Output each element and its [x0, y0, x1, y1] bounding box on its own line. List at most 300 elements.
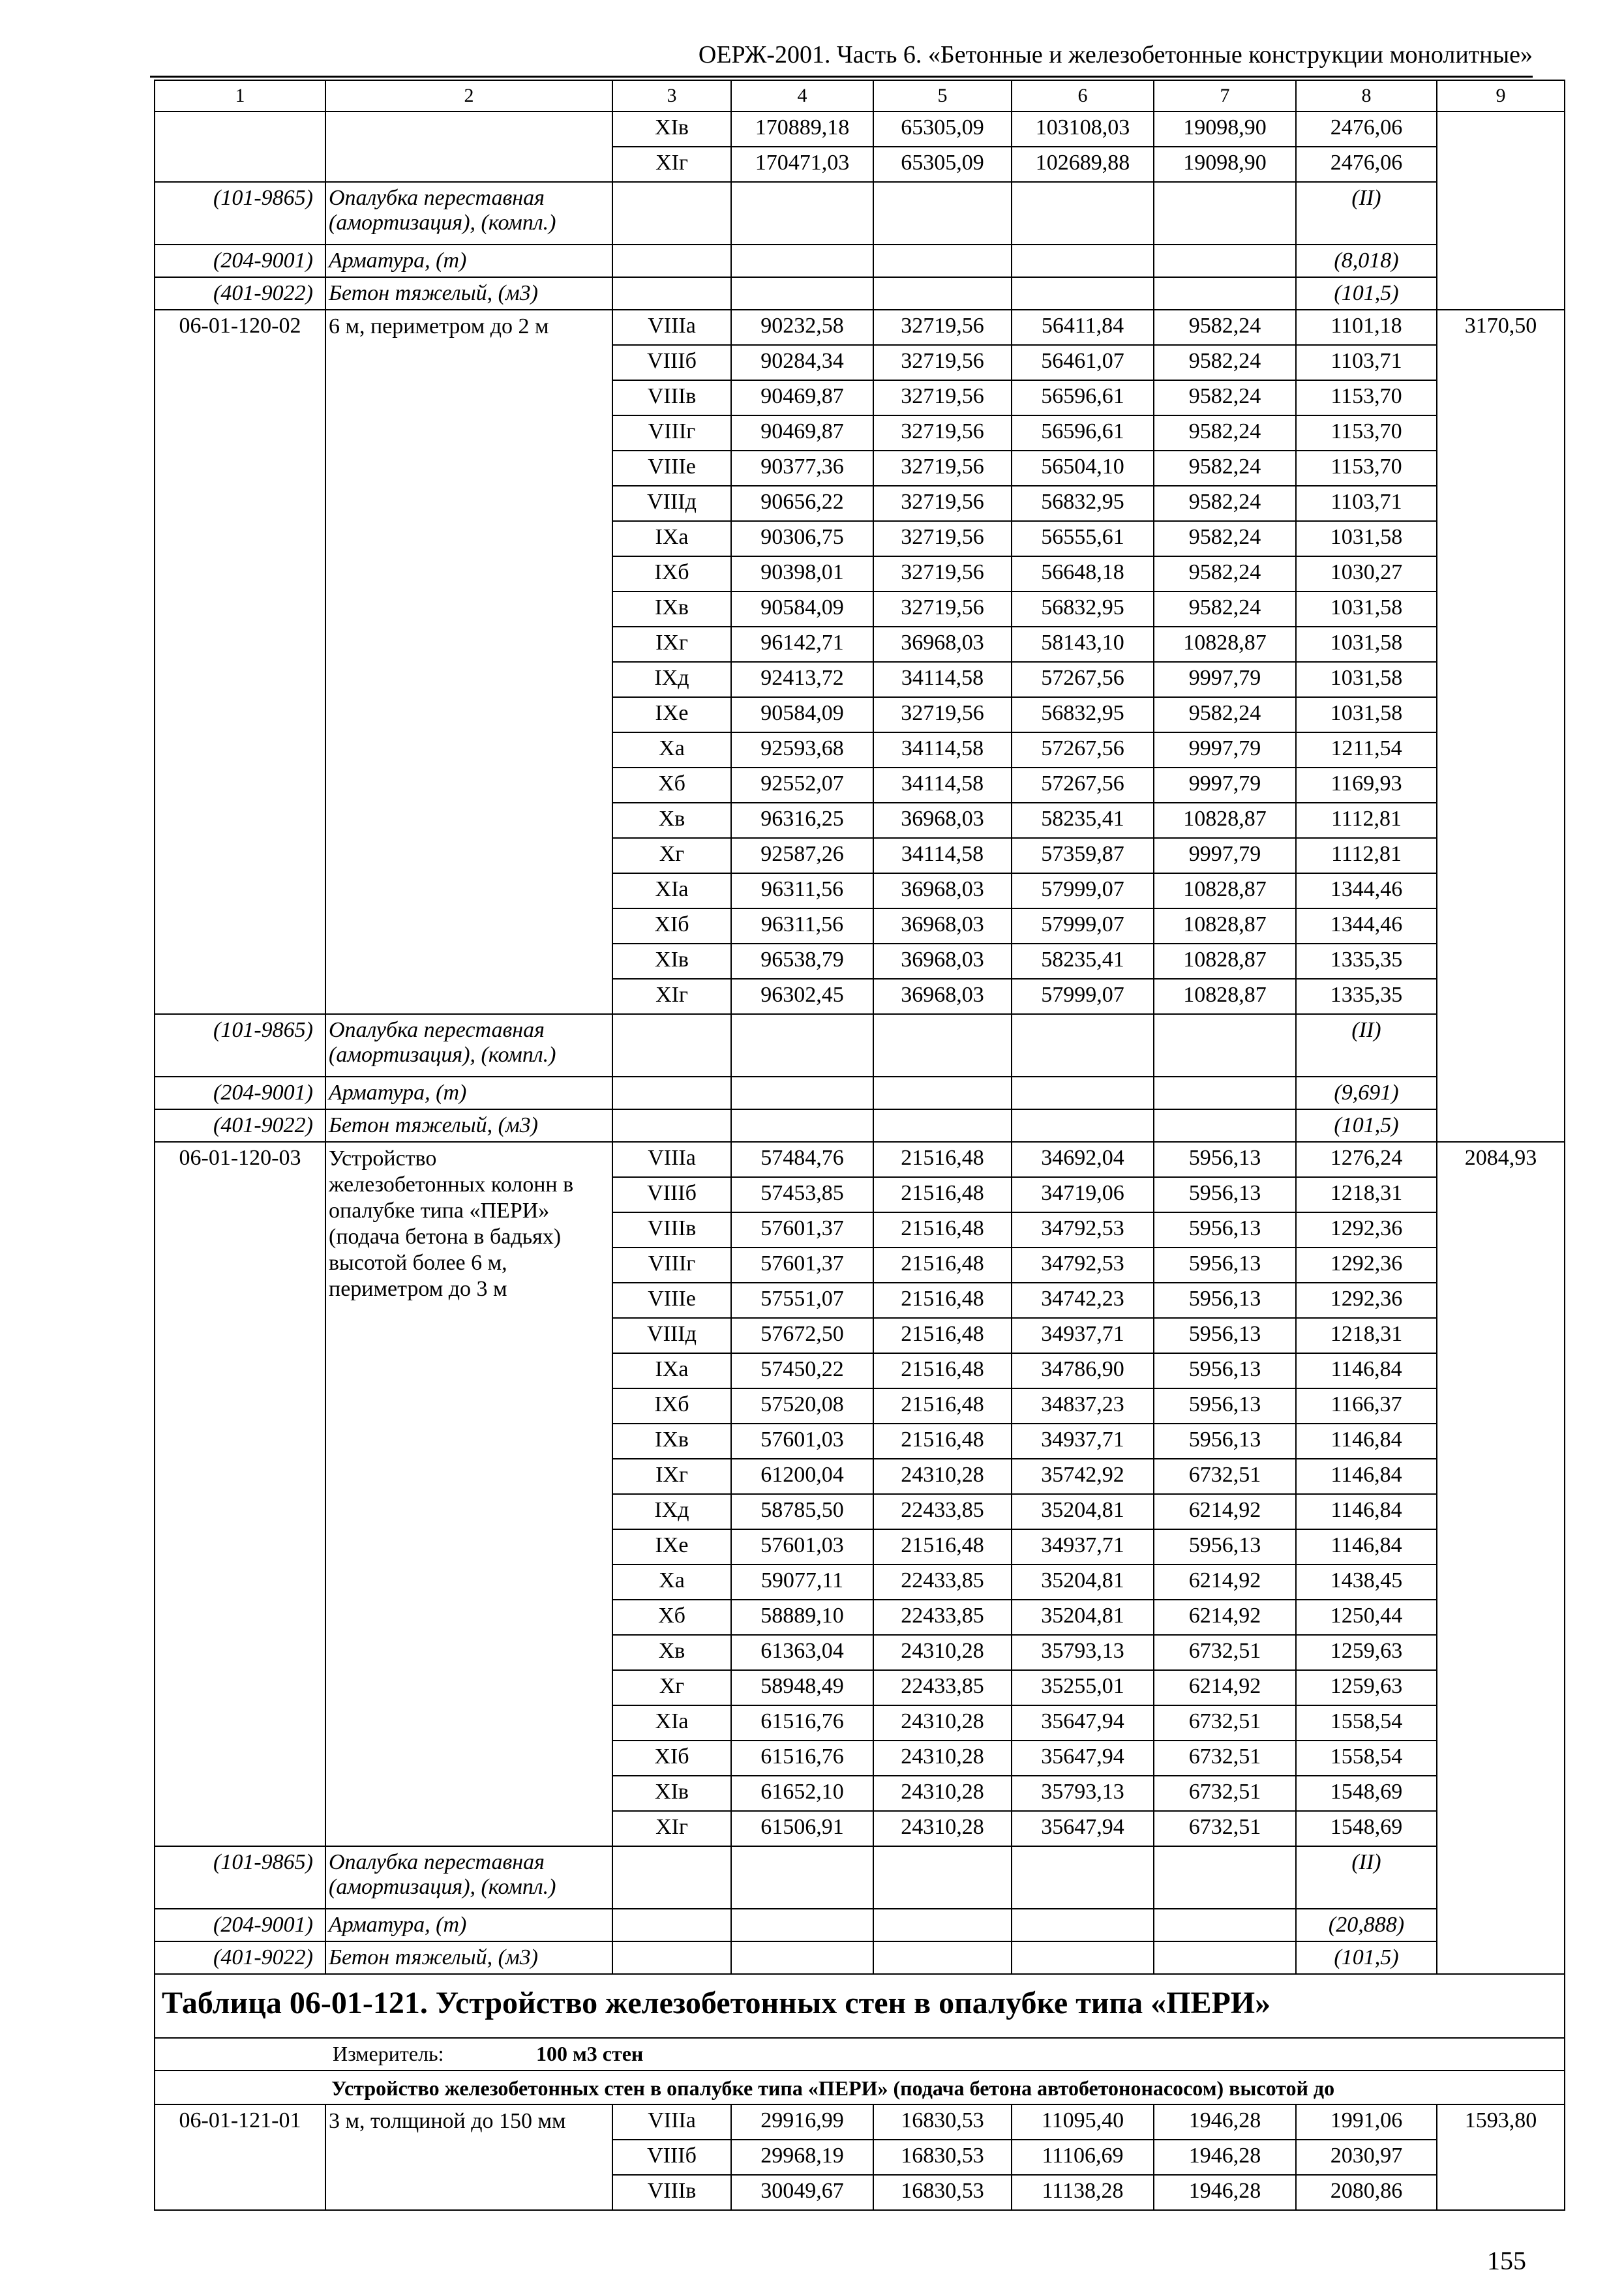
empty-cell	[873, 1077, 1012, 1109]
value-cell-c5: 21516,48	[873, 1318, 1012, 1353]
empty-cell	[1154, 1846, 1296, 1909]
value-cell-c7: 6732,51	[1154, 1741, 1296, 1776]
value-cell-c7: 9582,24	[1154, 697, 1296, 732]
column-number: 4	[731, 80, 873, 112]
value-cell-c8: 1031,58	[1296, 591, 1437, 627]
value-cell-c6: 11138,28	[1012, 2175, 1154, 2210]
value-cell-c8: 1101,18	[1296, 310, 1437, 345]
value-cell-c7: 5956,13	[1154, 1318, 1296, 1353]
zone-cell: XIб	[612, 908, 731, 944]
zone-cell: VIIIе	[612, 1283, 731, 1318]
value-cell-c6: 35742,92	[1012, 1459, 1154, 1494]
material-value: (II)	[1296, 1846, 1437, 1909]
value-cell-c4: 58948,49	[731, 1670, 873, 1705]
value-cell-c8: 1031,58	[1296, 521, 1437, 556]
value-cell-c4: 92587,26	[731, 838, 873, 873]
value-cell-c7: 9582,24	[1154, 556, 1296, 591]
value-cell-c4: 57453,85	[731, 1177, 873, 1212]
value-cell-c5: 21516,48	[873, 1388, 1012, 1424]
empty-cell	[731, 245, 873, 277]
value-cell-c5: 24310,28	[873, 1635, 1012, 1670]
empty-cell	[612, 277, 731, 310]
material-name: Опалубка переставная (амортизация), (компл.)	[325, 1014, 612, 1077]
value-cell-c5: 32719,56	[873, 380, 1012, 415]
table-row	[155, 310, 1565, 345]
item-code: 06-01-120-03	[155, 1142, 325, 1846]
empty-cell	[731, 182, 873, 245]
column-number: 2	[325, 80, 612, 112]
value-cell-c5: 21516,48	[873, 1283, 1012, 1318]
value-cell-c5: 22433,85	[873, 1494, 1012, 1529]
value-cell-c6: 35204,81	[1012, 1564, 1154, 1600]
zone-cell: XIв	[612, 944, 731, 979]
empty-cell	[731, 277, 873, 310]
zone-cell: XIг	[612, 147, 731, 182]
description-line: высотой более 6 м,	[329, 1251, 507, 1275]
value-cell-c4: 90656,22	[731, 486, 873, 521]
empty-cell	[1154, 1077, 1296, 1109]
material-value: (II)	[1296, 182, 1437, 245]
value-cell-c7: 9997,79	[1154, 732, 1296, 768]
value-cell-c6: 58143,10	[1012, 627, 1154, 662]
material-row	[155, 182, 1565, 245]
description-line: Устройство	[329, 1146, 437, 1171]
zone-cell: XIа	[612, 1705, 731, 1741]
zone-cell: IXг	[612, 627, 731, 662]
zone-cell: IXе	[612, 1529, 731, 1564]
empty-cell	[873, 1941, 1012, 1974]
empty-cell	[731, 1109, 873, 1142]
value-cell-c5: 34114,58	[873, 732, 1012, 768]
value-cell-c5: 21516,48	[873, 1177, 1012, 1212]
material-value: (101,5)	[1296, 277, 1437, 310]
value-cell-c5: 21516,48	[873, 1353, 1012, 1388]
material-name: Арматура, (т)	[325, 245, 612, 277]
zone-cell: XIг	[612, 979, 731, 1014]
value-cell-c4: 57551,07	[731, 1283, 873, 1318]
value-cell-c7: 9582,24	[1154, 415, 1296, 451]
material-row	[155, 245, 1565, 277]
item-description: 6 м, периметром до 2 м	[325, 310, 612, 1014]
value-cell-c8: 1335,35	[1296, 979, 1437, 1014]
zone-cell: IXа	[612, 1353, 731, 1388]
value-cell-c7: 5956,13	[1154, 1212, 1296, 1248]
value-cell-c8: 1146,84	[1296, 1494, 1437, 1529]
value-cell-c4: 96311,56	[731, 873, 873, 908]
zone-cell: VIIIд	[612, 1318, 731, 1353]
value-cell-c7: 9997,79	[1154, 838, 1296, 873]
empty-cell	[612, 1014, 731, 1077]
zone-cell: VIIIв	[612, 380, 731, 415]
column-number: 6	[1012, 80, 1154, 112]
empty-cell	[1154, 182, 1296, 245]
zone-cell: VIIIа	[612, 1142, 731, 1177]
value-cell-c8: 1112,81	[1296, 803, 1437, 838]
value-cell-c7: 5956,13	[1154, 1529, 1296, 1564]
material-code: (101-9865)	[155, 1846, 325, 1909]
value-cell-c6: 34692,04	[1012, 1142, 1154, 1177]
value-cell-c5: 16830,53	[873, 2140, 1012, 2175]
value-cell-c5: 24310,28	[873, 1459, 1012, 1494]
value-cell-c7: 9997,79	[1154, 768, 1296, 803]
value-cell-c7: 5956,13	[1154, 1142, 1296, 1177]
value-cell-c6: 35793,13	[1012, 1776, 1154, 1811]
value-cell-c5: 32719,56	[873, 556, 1012, 591]
empty-cell	[1154, 1909, 1296, 1941]
value-cell-c7: 9582,24	[1154, 451, 1296, 486]
value-cell-c7: 9582,24	[1154, 380, 1296, 415]
measure-row	[155, 2038, 1565, 2071]
value-cell-c5: 22433,85	[873, 1670, 1012, 1705]
value-cell-c5: 21516,48	[873, 1248, 1012, 1283]
value-cell-c4: 92593,68	[731, 732, 873, 768]
empty-cell	[873, 1846, 1012, 1909]
value-cell-c7: 5956,13	[1154, 1177, 1296, 1212]
value-cell-c4: 57601,37	[731, 1212, 873, 1248]
description-line: периметром до 3 м	[329, 1277, 507, 1301]
table-row	[155, 1142, 1565, 1177]
value-cell-c5: 21516,48	[873, 1142, 1012, 1177]
value-cell-c4: 92413,72	[731, 662, 873, 697]
value-cell-c7: 6214,92	[1154, 1600, 1296, 1635]
zone-cell: Xа	[612, 732, 731, 768]
value-cell-c6: 56504,10	[1012, 451, 1154, 486]
value-cell-c8: 1548,69	[1296, 1776, 1437, 1811]
item-code	[155, 112, 325, 182]
description-line: железобетонных колонн в	[329, 1173, 574, 1197]
measure-value: 100 м3 стен	[536, 2042, 644, 2065]
value-cell-c8: 1103,71	[1296, 486, 1437, 521]
value-cell-c4: 57601,03	[731, 1424, 873, 1459]
material-name: Опалубка переставная (амортизация), (компл.)	[325, 182, 612, 245]
value-cell-c4: 92552,07	[731, 768, 873, 803]
value-cell-c6: 56555,61	[1012, 521, 1154, 556]
value-cell-c8: 1146,84	[1296, 1424, 1437, 1459]
empty-cell	[731, 1014, 873, 1077]
value-cell-c8: 1146,84	[1296, 1459, 1437, 1494]
value-cell-c7: 9582,24	[1154, 591, 1296, 627]
value-cell-c7: 19098,90	[1154, 147, 1296, 182]
value-cell-c6: 56832,95	[1012, 591, 1154, 627]
material-row	[155, 1941, 1565, 1974]
value-cell-c8: 1146,84	[1296, 1353, 1437, 1388]
value-cell-c8: 2030,97	[1296, 2140, 1437, 2175]
value-cell-c5: 32719,56	[873, 486, 1012, 521]
value-cell-c7: 5956,13	[1154, 1353, 1296, 1388]
value-cell-c5: 21516,48	[873, 1424, 1012, 1459]
value-cell-c5: 32719,56	[873, 415, 1012, 451]
value-cell-c5: 32719,56	[873, 345, 1012, 380]
value-cell-c6: 56832,95	[1012, 697, 1154, 732]
item-total: 3170,50	[1437, 310, 1565, 1142]
value-cell-c8: 1438,45	[1296, 1564, 1437, 1600]
material-value: (II)	[1296, 1014, 1437, 1077]
zone-cell: Xв	[612, 803, 731, 838]
value-cell-c7: 6732,51	[1154, 1811, 1296, 1846]
value-cell-c7: 10828,87	[1154, 944, 1296, 979]
value-cell-c7: 10828,87	[1154, 803, 1296, 838]
zone-cell: IXв	[612, 1424, 731, 1459]
empty-cell	[1012, 1109, 1154, 1142]
material-row	[155, 1109, 1565, 1142]
value-cell-c7: 6732,51	[1154, 1635, 1296, 1670]
value-cell-c8: 1031,58	[1296, 627, 1437, 662]
value-cell-c4: 170471,03	[731, 147, 873, 182]
zone-cell: Xб	[612, 768, 731, 803]
material-value: (101,5)	[1296, 1941, 1437, 1974]
value-cell-c6: 34837,23	[1012, 1388, 1154, 1424]
empty-cell	[873, 182, 1012, 245]
value-cell-c6: 56596,61	[1012, 380, 1154, 415]
value-cell-c8: 1031,58	[1296, 697, 1437, 732]
empty-cell	[1012, 1014, 1154, 1077]
value-cell-c6: 57267,56	[1012, 732, 1154, 768]
empty-cell	[1012, 1077, 1154, 1109]
material-name: Арматура, (т)	[325, 1077, 612, 1109]
value-cell-c4: 90469,87	[731, 415, 873, 451]
value-cell-c7: 6214,92	[1154, 1494, 1296, 1529]
empty-cell	[1154, 277, 1296, 310]
empty-cell	[612, 1077, 731, 1109]
table-row	[155, 112, 1565, 147]
page-number: 155	[1487, 2246, 1526, 2275]
value-cell-c8: 1259,63	[1296, 1635, 1437, 1670]
value-cell-c8: 1292,36	[1296, 1212, 1437, 1248]
value-cell-c8: 1031,58	[1296, 662, 1437, 697]
zone-cell: XIа	[612, 873, 731, 908]
value-cell-c5: 22433,85	[873, 1564, 1012, 1600]
value-cell-c6: 34937,71	[1012, 1529, 1154, 1564]
value-cell-c8: 1991,06	[1296, 2104, 1437, 2140]
value-cell-c4: 90469,87	[731, 380, 873, 415]
zone-cell: Xб	[612, 1600, 731, 1635]
empty-cell	[612, 1941, 731, 1974]
material-code: (401-9022)	[155, 277, 325, 310]
value-cell-c6: 58235,41	[1012, 803, 1154, 838]
zone-cell: VIIIв	[612, 2175, 731, 2210]
value-cell-c5: 21516,48	[873, 1529, 1012, 1564]
value-cell-c6: 35793,13	[1012, 1635, 1154, 1670]
value-cell-c6: 57267,56	[1012, 768, 1154, 803]
table-title: Таблица 06-01-121. Устройство железобетонных стен в опалубке типа «ПЕРИ»	[155, 1974, 1565, 2038]
value-cell-c4: 96538,79	[731, 944, 873, 979]
empty-cell	[873, 1109, 1012, 1142]
item-code: 06-01-121-01	[155, 2104, 325, 2210]
empty-cell	[1012, 277, 1154, 310]
value-cell-c4: 90306,75	[731, 521, 873, 556]
measure-label: Измеритель:	[333, 2042, 444, 2065]
material-value: (20,888)	[1296, 1909, 1437, 1941]
empty-cell	[731, 1846, 873, 1909]
value-cell-c4: 57601,37	[731, 1248, 873, 1283]
value-cell-c7: 6214,92	[1154, 1670, 1296, 1705]
value-cell-c7: 10828,87	[1154, 627, 1296, 662]
value-cell-c4: 29968,19	[731, 2140, 873, 2175]
zone-cell: Xа	[612, 1564, 731, 1600]
value-cell-c5: 36968,03	[873, 944, 1012, 979]
value-cell-c5: 22433,85	[873, 1600, 1012, 1635]
value-cell-c5: 32719,56	[873, 697, 1012, 732]
material-row	[155, 1909, 1565, 1941]
value-cell-c4: 57450,22	[731, 1353, 873, 1388]
material-code: (401-9022)	[155, 1941, 325, 1974]
value-cell-c8: 1259,63	[1296, 1670, 1437, 1705]
value-cell-c8: 2476,06	[1296, 147, 1437, 182]
empty-cell	[873, 1909, 1012, 1941]
zone-cell: VIIIв	[612, 1212, 731, 1248]
empty-cell	[873, 277, 1012, 310]
value-cell-c7: 19098,90	[1154, 112, 1296, 147]
value-cell-c4: 61200,04	[731, 1459, 873, 1494]
value-cell-c5: 32719,56	[873, 591, 1012, 627]
value-cell-c5: 36968,03	[873, 908, 1012, 944]
value-cell-c4: 96311,56	[731, 908, 873, 944]
value-cell-c5: 65305,09	[873, 147, 1012, 182]
value-cell-c6: 58235,41	[1012, 944, 1154, 979]
value-cell-c7: 1946,28	[1154, 2175, 1296, 2210]
value-cell-c5: 65305,09	[873, 112, 1012, 147]
table-title-row	[155, 1974, 1565, 2038]
value-cell-c6: 56411,84	[1012, 310, 1154, 345]
value-cell-c8: 1211,54	[1296, 732, 1437, 768]
value-cell-c5: 32719,56	[873, 451, 1012, 486]
empty-cell	[873, 1014, 1012, 1077]
value-cell-c7: 9582,24	[1154, 486, 1296, 521]
value-cell-c6: 57999,07	[1012, 908, 1154, 944]
empty-cell	[1012, 1909, 1154, 1941]
material-code: (401-9022)	[155, 1109, 325, 1142]
zone-cell: IXб	[612, 1388, 731, 1424]
empty-cell	[612, 245, 731, 277]
material-code: (204-9001)	[155, 1909, 325, 1941]
value-cell-c4: 96302,45	[731, 979, 873, 1014]
empty-cell	[731, 1941, 873, 1974]
item-description	[325, 1142, 612, 1846]
value-cell-c8: 1153,70	[1296, 380, 1437, 415]
value-cell-c4: 61363,04	[731, 1635, 873, 1670]
zone-cell: XIв	[612, 112, 731, 147]
value-cell-c6: 57999,07	[1012, 873, 1154, 908]
material-row	[155, 1014, 1565, 1077]
value-cell-c7: 9582,24	[1154, 345, 1296, 380]
value-cell-c5: 34114,58	[873, 768, 1012, 803]
value-cell-c6: 103108,03	[1012, 112, 1154, 147]
value-cell-c7: 10828,87	[1154, 908, 1296, 944]
column-number: 9	[1437, 80, 1565, 112]
material-row	[155, 277, 1565, 310]
zone-cell: Xг	[612, 1670, 731, 1705]
empty-cell	[612, 1109, 731, 1142]
section-subtitle: Устройство железобетонных стен в опалубке типа «ПЕРИ» (подача бетона автобетононасосом) высотой до	[331, 2076, 1335, 2100]
measure-cell	[155, 2038, 1565, 2071]
value-cell-c7: 10828,87	[1154, 873, 1296, 908]
value-cell-c6: 35204,81	[1012, 1600, 1154, 1635]
value-cell-c4: 59077,11	[731, 1564, 873, 1600]
value-cell-c6: 56832,95	[1012, 486, 1154, 521]
value-cell-c4: 90584,09	[731, 591, 873, 627]
value-cell-c8: 2080,86	[1296, 2175, 1437, 2210]
item-total	[1437, 112, 1565, 310]
value-cell-c6: 34937,71	[1012, 1424, 1154, 1459]
zone-cell: VIIIе	[612, 451, 731, 486]
material-code: (204-9001)	[155, 245, 325, 277]
table-row	[155, 2104, 1565, 2140]
column-number: 8	[1296, 80, 1437, 112]
empty-cell	[612, 182, 731, 245]
value-cell-c6: 34792,53	[1012, 1212, 1154, 1248]
column-number: 3	[612, 80, 731, 112]
item-total: 1593,80	[1437, 2104, 1565, 2210]
zone-cell: XIб	[612, 1741, 731, 1776]
value-cell-c8: 1146,84	[1296, 1529, 1437, 1564]
value-cell-c4: 90232,58	[731, 310, 873, 345]
zone-cell: IXв	[612, 591, 731, 627]
value-cell-c8: 1276,24	[1296, 1142, 1437, 1177]
value-cell-c8: 1292,36	[1296, 1283, 1437, 1318]
value-cell-c7: 9582,24	[1154, 310, 1296, 345]
value-cell-c8: 1335,35	[1296, 944, 1437, 979]
value-cell-c4: 170889,18	[731, 112, 873, 147]
value-cell-c8: 1548,69	[1296, 1811, 1437, 1846]
zone-cell: IXд	[612, 1494, 731, 1529]
value-cell-c4: 61516,76	[731, 1705, 873, 1741]
value-cell-c8: 1250,44	[1296, 1600, 1437, 1635]
value-cell-c4: 90398,01	[731, 556, 873, 591]
value-cell-c5: 32719,56	[873, 521, 1012, 556]
empty-cell	[1154, 1014, 1296, 1077]
value-cell-c7: 5956,13	[1154, 1248, 1296, 1283]
value-cell-c7: 9582,24	[1154, 521, 1296, 556]
zone-cell: VIIIд	[612, 486, 731, 521]
material-code: (101-9865)	[155, 1014, 325, 1077]
empty-cell	[1012, 1941, 1154, 1974]
subtitle-row	[155, 2071, 1565, 2104]
zone-cell: VIIIб	[612, 2140, 731, 2175]
empty-cell	[873, 245, 1012, 277]
value-cell-c6: 11095,40	[1012, 2104, 1154, 2140]
value-cell-c5: 36968,03	[873, 627, 1012, 662]
value-cell-c8: 1344,46	[1296, 873, 1437, 908]
value-cell-c8: 1344,46	[1296, 908, 1437, 944]
value-cell-c8: 1218,31	[1296, 1318, 1437, 1353]
material-name: Бетон тяжелый, (м3)	[325, 277, 612, 310]
value-cell-c7: 9997,79	[1154, 662, 1296, 697]
material-name: Опалубка переставная (амортизация), (компл.)	[325, 1846, 612, 1909]
empty-cell	[1154, 1941, 1296, 1974]
empty-cell	[612, 1846, 731, 1909]
item-total: 2084,93	[1437, 1142, 1565, 1974]
zone-cell: VIIIг	[612, 415, 731, 451]
value-cell-c4: 30049,67	[731, 2175, 873, 2210]
value-cell-c7: 1946,28	[1154, 2140, 1296, 2175]
column-number-row	[155, 80, 1565, 112]
value-cell-c5: 34114,58	[873, 838, 1012, 873]
subtitle-cell	[155, 2071, 1565, 2104]
material-row	[155, 1077, 1565, 1109]
zone-cell: XIг	[612, 1811, 731, 1846]
material-code: (101-9865)	[155, 182, 325, 245]
value-cell-c4: 96142,71	[731, 627, 873, 662]
zone-cell: IXг	[612, 1459, 731, 1494]
empty-cell	[1012, 182, 1154, 245]
value-cell-c7: 6214,92	[1154, 1564, 1296, 1600]
value-cell-c5: 16830,53	[873, 2175, 1012, 2210]
value-cell-c6: 35647,94	[1012, 1741, 1154, 1776]
running-header: ОЕРЖ-2001. Часть 6. «Бетонные и железобетонные конструкции монолитные»	[150, 34, 1533, 78]
empty-cell	[1154, 245, 1296, 277]
value-cell-c6: 34786,90	[1012, 1353, 1154, 1388]
zone-cell: IXб	[612, 556, 731, 591]
